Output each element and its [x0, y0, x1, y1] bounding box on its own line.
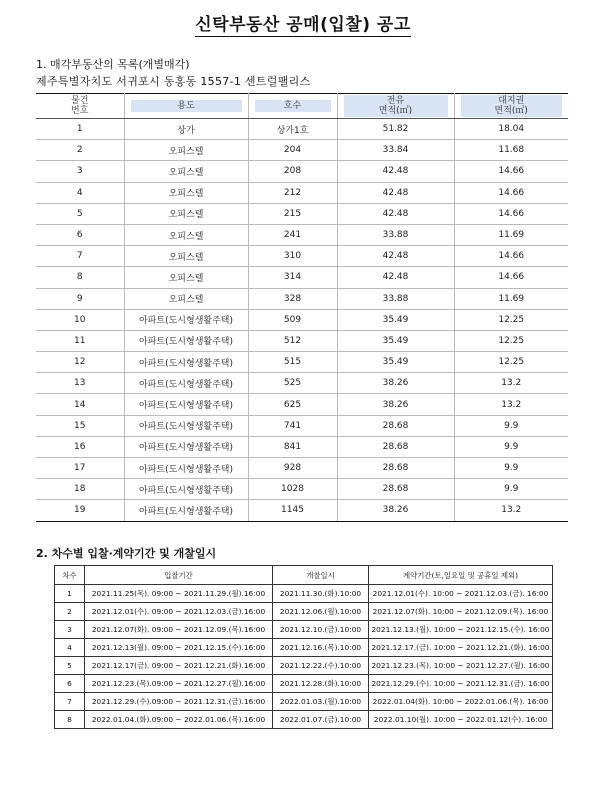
schedule-row — [55, 693, 553, 711]
cell-item-no: 6 — [36, 224, 124, 245]
property-row — [36, 415, 568, 436]
cell-land-area: 14.66 — [454, 203, 568, 224]
cell-item-no: 14 — [36, 394, 124, 415]
cell-bid-period: 2021.11.25(목). 09:00 ~ 2021.11.29.(월).16:00 — [85, 585, 273, 603]
cell-land-area: 9.9 — [454, 479, 568, 500]
cell-land-area: 18.04 — [454, 119, 568, 140]
cell-item-no: 15 — [36, 415, 124, 436]
cell-bid-period: 2021.12.17(금). 09:00 ~ 2021.12.21.(화).16:00 — [85, 657, 273, 675]
property-row — [36, 161, 568, 182]
document-title: 신탁부동산 공매(입찰) 공고 — [195, 15, 411, 35]
cell-item-no: 5 — [36, 203, 124, 224]
schedule-row — [55, 621, 553, 639]
cell-opening-time: 2021.12.06.(월).10:00 — [273, 603, 369, 621]
cell-contract-period: 2022.01.04(화). 10:00 ~ 2022.01.06.(목). 16:00 — [369, 693, 553, 711]
schedule-table — [54, 565, 553, 729]
cell-land-area: 14.66 — [454, 182, 568, 203]
cell-round: 1 — [55, 585, 85, 603]
cell-exclusive-area: 38.26 — [337, 500, 454, 521]
cell-item-no: 8 — [36, 267, 124, 288]
property-row — [36, 224, 568, 245]
cell-exclusive-area: 28.68 — [337, 479, 454, 500]
cell-exclusive-area: 35.49 — [337, 330, 454, 351]
cell-exclusive-area: 35.49 — [337, 352, 454, 373]
cell-contract-period: 2022.01.10(월). 10:00 ~ 2022.01.12(수). 16:00 — [369, 711, 553, 729]
header-exclusive-area: 전유 면적(㎡) — [337, 94, 454, 119]
cell-land-area: 12.25 — [454, 309, 568, 330]
cell-land-area: 9.9 — [454, 436, 568, 457]
cell-item-no: 18 — [36, 479, 124, 500]
cell-unit: 512 — [248, 330, 337, 351]
property-row — [36, 352, 568, 373]
property-row — [36, 288, 568, 309]
cell-use: 아파트(도시형생활주택) — [124, 500, 248, 521]
cell-unit: 241 — [248, 224, 337, 245]
cell-use: 아파트(도시형생활주택) — [124, 479, 248, 500]
cell-exclusive-area: 42.48 — [337, 182, 454, 203]
property-address: 제주특별자치도 서귀포시 동홍동 1557-1 센트럴팰리스 — [36, 75, 311, 88]
cell-opening-time: 2021.11.30.(화).10:00 — [273, 585, 369, 603]
cell-land-area: 11.69 — [454, 288, 568, 309]
cell-use: 아파트(도시형생활주택) — [124, 330, 248, 351]
cell-exclusive-area: 42.48 — [337, 161, 454, 182]
property-table-header — [36, 94, 568, 119]
cell-item-no: 16 — [36, 436, 124, 457]
cell-item-no: 17 — [36, 458, 124, 479]
cell-bid-period: 2021.12.13(월). 09:00 ~ 2021.12.15.(수).16:00 — [85, 639, 273, 657]
cell-use: 오피스텔 — [124, 267, 248, 288]
cell-bid-period: 2021.12.29.(수).09:00 ~ 2021.12.31.(금).16:00 — [85, 693, 273, 711]
schedule-row — [55, 603, 553, 621]
cell-bid-period: 2021.12.01(수). 09:00 ~ 2021.12.03.(금).16:00 — [85, 603, 273, 621]
cell-use: 오피스텔 — [124, 140, 248, 161]
cell-opening-time: 2021.12.16.(목).10:00 — [273, 639, 369, 657]
section1-heading: 1. 매각부동산의 목록(개별매각) — [36, 58, 190, 71]
cell-land-area: 11.69 — [454, 224, 568, 245]
property-row — [36, 436, 568, 457]
cell-use: 오피스텔 — [124, 224, 248, 245]
cell-opening-time: 2021.12.28.(화).10:00 — [273, 675, 369, 693]
cell-use: 아파트(도시형생활주택) — [124, 352, 248, 373]
header-opening-time: 개찰일시 — [273, 566, 369, 585]
header-round: 차수 — [55, 566, 85, 585]
cell-opening-time: 2021.12.10.(금).10:00 — [273, 621, 369, 639]
cell-use: 오피스텔 — [124, 161, 248, 182]
cell-contract-period: 2021.12.13.(월). 10:00 ~ 2021.12.15.(수). 16:00 — [369, 621, 553, 639]
cell-land-area: 13.2 — [454, 394, 568, 415]
schedule-table-header — [55, 566, 553, 585]
cell-item-no: 11 — [36, 330, 124, 351]
cell-round: 4 — [55, 639, 85, 657]
cell-use: 아파트(도시형생활주택) — [124, 394, 248, 415]
cell-exclusive-area: 42.48 — [337, 203, 454, 224]
cell-unit: 515 — [248, 352, 337, 373]
header-unit: 호수 — [248, 94, 337, 119]
property-row — [36, 267, 568, 288]
section2-heading: 2. 차수별 입찰·계약기간 및 개찰일시 — [36, 547, 217, 560]
cell-unit: 841 — [248, 436, 337, 457]
property-row — [36, 500, 568, 521]
cell-item-no: 4 — [36, 182, 124, 203]
cell-unit: 741 — [248, 415, 337, 436]
cell-item-no: 19 — [36, 500, 124, 521]
header-item-no: 물건 번호 — [36, 94, 124, 119]
cell-round: 2 — [55, 603, 85, 621]
cell-exclusive-area: 51.82 — [337, 119, 454, 140]
cell-unit: 328 — [248, 288, 337, 309]
property-row — [36, 373, 568, 394]
cell-opening-time: 2022.01.07.(금).10:00 — [273, 711, 369, 729]
cell-opening-time: 2022.01.03.(월).10:00 — [273, 693, 369, 711]
cell-exclusive-area: 38.26 — [337, 373, 454, 394]
property-list-table — [36, 93, 568, 522]
cell-use: 오피스텔 — [124, 182, 248, 203]
cell-use: 아파트(도시형생활주택) — [124, 436, 248, 457]
cell-land-area: 14.66 — [454, 161, 568, 182]
cell-contract-period: 2021.12.29.(수). 10:00 ~ 2021.12.31.(금). 16:00 — [369, 675, 553, 693]
cell-item-no: 12 — [36, 352, 124, 373]
cell-exclusive-area: 33.88 — [337, 288, 454, 309]
cell-land-area: 14.66 — [454, 267, 568, 288]
schedule-row — [55, 711, 553, 729]
cell-exclusive-area: 38.26 — [337, 394, 454, 415]
cell-unit: 204 — [248, 140, 337, 161]
cell-round: 3 — [55, 621, 85, 639]
cell-item-no: 13 — [36, 373, 124, 394]
cell-unit: 1028 — [248, 479, 337, 500]
cell-use: 상가 — [124, 119, 248, 140]
cell-land-area: 12.25 — [454, 330, 568, 351]
header-land-area: 대지권 면적(㎡) — [454, 94, 568, 119]
cell-round: 7 — [55, 693, 85, 711]
cell-unit: 525 — [248, 373, 337, 394]
cell-contract-period: 2021.12.01(수). 10:00 ~ 2021.12.03.(금). 16:00 — [369, 585, 553, 603]
schedule-row — [55, 639, 553, 657]
cell-unit: 314 — [248, 267, 337, 288]
property-row — [36, 458, 568, 479]
property-row — [36, 479, 568, 500]
property-row — [36, 119, 568, 140]
cell-use: 오피스텔 — [124, 203, 248, 224]
header-bid-period: 입찰기간 — [85, 566, 273, 585]
cell-use: 아파트(도시형생활주택) — [124, 309, 248, 330]
cell-opening-time: 2021.12.22.(수).10:00 — [273, 657, 369, 675]
cell-unit: 212 — [248, 182, 337, 203]
property-row — [36, 182, 568, 203]
property-row — [36, 394, 568, 415]
property-row — [36, 246, 568, 267]
cell-exclusive-area: 33.88 — [337, 224, 454, 245]
cell-item-no: 1 — [36, 119, 124, 140]
cell-exclusive-area: 35.49 — [337, 309, 454, 330]
cell-item-no: 9 — [36, 288, 124, 309]
property-row — [36, 330, 568, 351]
cell-use: 오피스텔 — [124, 246, 248, 267]
property-row — [36, 140, 568, 161]
schedule-row — [55, 585, 553, 603]
cell-item-no: 3 — [36, 161, 124, 182]
cell-unit: 310 — [248, 246, 337, 267]
header-contract-period: 계약기간(토,일요일 및 공휴일 제외) — [369, 566, 553, 585]
cell-unit: 208 — [248, 161, 337, 182]
property-row — [36, 203, 568, 224]
cell-round: 6 — [55, 675, 85, 693]
cell-unit: 215 — [248, 203, 337, 224]
cell-exclusive-area: 42.48 — [337, 246, 454, 267]
cell-item-no: 7 — [36, 246, 124, 267]
cell-land-area: 12.25 — [454, 352, 568, 373]
cell-exclusive-area: 33.84 — [337, 140, 454, 161]
cell-contract-period: 2021.12.23.(목). 10:00 ~ 2021.12.27.(월). 16:00 — [369, 657, 553, 675]
cell-contract-period: 2021.12.07(화). 10:00 ~ 2021.12.09.(목). 16:00 — [369, 603, 553, 621]
cell-round: 5 — [55, 657, 85, 675]
schedule-row — [55, 675, 553, 693]
cell-exclusive-area: 28.68 — [337, 458, 454, 479]
schedule-row — [55, 657, 553, 675]
cell-use: 아파트(도시형생활주택) — [124, 415, 248, 436]
cell-item-no: 10 — [36, 309, 124, 330]
cell-unit: 928 — [248, 458, 337, 479]
cell-use: 오피스텔 — [124, 288, 248, 309]
cell-use: 아파트(도시형생활주택) — [124, 373, 248, 394]
cell-bid-period: 2021.12.23.(목).09:00 ~ 2021.12.27.(월).16:00 — [85, 675, 273, 693]
cell-unit: 상가1호 — [248, 119, 337, 140]
cell-land-area: 9.9 — [454, 415, 568, 436]
cell-unit: 1145 — [248, 500, 337, 521]
cell-unit: 509 — [248, 309, 337, 330]
cell-land-area: 11.68 — [454, 140, 568, 161]
cell-unit: 625 — [248, 394, 337, 415]
cell-land-area: 13.2 — [454, 373, 568, 394]
header-use: 용도 — [124, 94, 248, 119]
cell-land-area: 9.9 — [454, 458, 568, 479]
cell-use: 아파트(도시형생활주택) — [124, 458, 248, 479]
cell-item-no: 2 — [36, 140, 124, 161]
cell-contract-period: 2021.12.17.(금). 10:00 ~ 2021.12.21.(화). 16:00 — [369, 639, 553, 657]
cell-bid-period: 2022.01.04.(화).09:00 ~ 2022.01.06.(목).16:00 — [85, 711, 273, 729]
cell-exclusive-area: 28.68 — [337, 415, 454, 436]
cell-exclusive-area: 28.68 — [337, 436, 454, 457]
cell-exclusive-area: 42.48 — [337, 267, 454, 288]
cell-round: 8 — [55, 711, 85, 729]
cell-bid-period: 2021.12.07(화). 09:00 ~ 2021.12.09.(목).16:00 — [85, 621, 273, 639]
cell-land-area: 14.66 — [454, 246, 568, 267]
property-row — [36, 309, 568, 330]
cell-land-area: 13.2 — [454, 500, 568, 521]
